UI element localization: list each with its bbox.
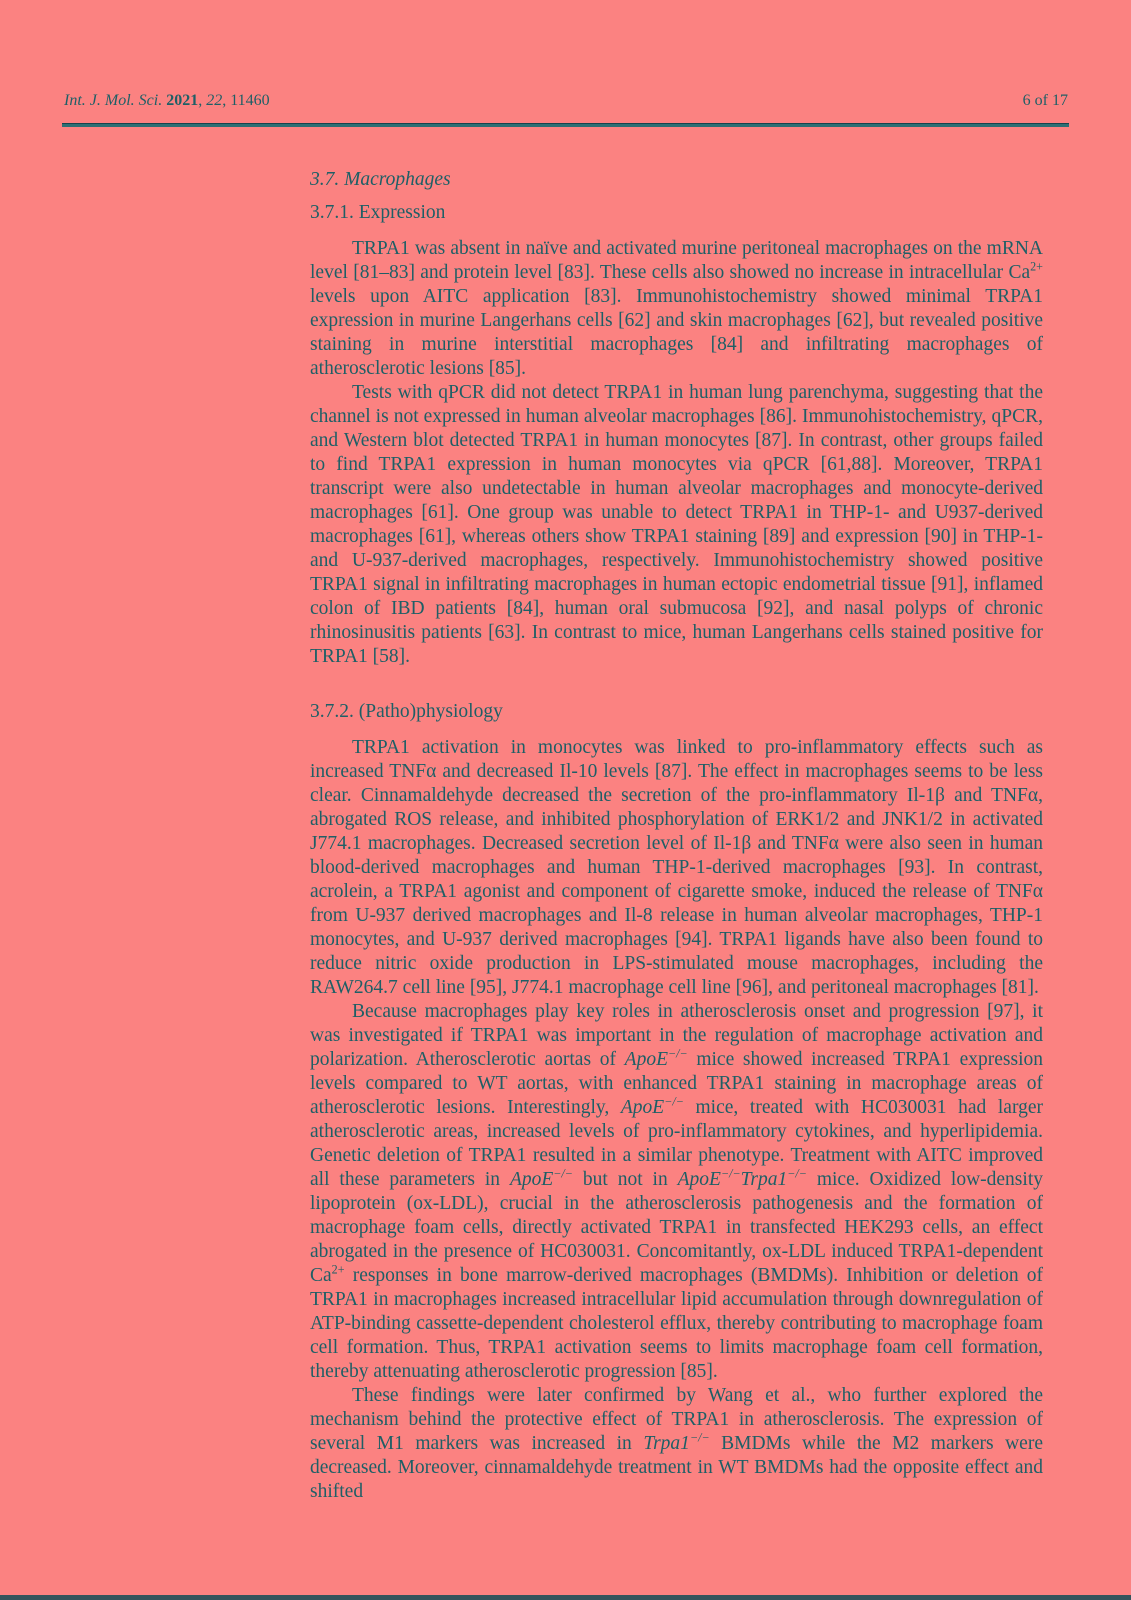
header-rule (62, 123, 1069, 127)
paragraph-pathophysiology-1: TRPA1 activation in monocytes was linked to pro-inflammatory effects such as increased TNFα and decreased Il-10 levels [87]. The effect in macrophages seems to be less clear. Cinnamaldehyde decreased the secretion of the pro-inflammatory Il-1β and TNFα, abrogated ROS release, and inhibited phosphorylation of ERK1/2 and JNK1/2 in activated J774.1 macrophages. Decreased secretion level of Il-1β and TNFα were also seen in human blood-derived macrophages and human THP-1-derived macrophages [93]. In contrast, acrolein, a TRPA1 agonist and component of cigarette smoke, induced the release of TNFα from U-937 derived macrophages and Il-8 release in human alveolar macrophages, THP-1 monocytes, and U-937 derived macrophages [94]. TRPA1 ligands have also been found to reduce nitric oxide production in LPS-stimulated mouse macrophages, including the RAW264.7 cell line [95], J774.1 macrophage cell line [96], and peritoneal macrophages [81]. (310, 737, 1043, 998)
paragraph-pathophysiology-3: These findings were later confirmed by Wang et al., who further explored the mechanism behind the protective effect of TRPA1 in atherosclerosis. The expression of several M1 markers was increased in Trpa1−/− BMDMs while the M2 markers were decreased. Moreover, cinnamaldehyde treatment in WT BMDMs had the opposite effect and shifted (310, 1385, 1043, 1502)
section-heading-3-7-1: 3.7.1. Expression (310, 202, 446, 223)
section-heading-3-7-2: 3.7.2. (Patho)physiology (310, 701, 503, 722)
page-bottom-bar (0, 1595, 1131, 1600)
paragraph-expression-2: Tests with qPCR did not detect TRPA1 in human lung parenchyma, suggesting that the channel is not expressed in human alveolar macrophages [86]. Immunohistochemistry, qPCR, and Western blot detected TRPA1 in human monocytes [87]. In contrast, other groups failed to find TRPA1 expression in human monocytes via qPCR [61,88]. Moreover, TRPA1 transcript were also undetectable in human alveolar macrophages and monocyte-derived macrophages [61]. One group was unable to detect TRPA1 in THP-1- and U937-derived macrophages [61], whereas others show TRPA1 staining [89] and expression [90] in THP-1- and U-937-derived macrophages, respectively. Immunohistochemistry showed positive TRPA1 signal in infiltrating macrophages in human ectopic endometrial tissue [91], inflamed colon of IBD patients [84], human oral submucosa [92], and nasal polyps of chronic rhinosinusitis patients [63]. In contrast to mice, human Langerhans cells stained positive for TRPA1 [58]. (310, 382, 1043, 667)
page-number: 6 of 17 (1022, 92, 1068, 109)
journal-citation: Int. J. Mol. Sci. 2021, 22, 11460 (64, 92, 270, 109)
page-header (64, 92, 1068, 110)
paragraph-expression-1: TRPA1 was absent in naïve and activated murine peritoneal macrophages on the mRNA level [81–83] and protein level [83]. These cells also showed no increase in intracellular $Ca^{2+}$ levels upon AITC application [83]. Immunohistochemistry showed minimal TRPA1 expression in murine Langerhans cells [62] and skin macrophages [62], but revealed positive staining in murine interstitial macrophages [84] and infiltrating macrophages of atherosclerotic lesions [85]. (310, 238, 1043, 379)
article-body (310, 168, 1043, 1504)
paragraph-pathophysiology-2: Because macrophages play key roles in atherosclerosis onset and progression [97], it was investigated if TRPA1 was important in the regulation of macrophage activation and polarization. Atherosclerotic aortas of ApoE−/− mice showed increased TRPA1 expression levels compared to WT aortas, with enhanced TRPA1 staining in macrophage areas of atherosclerotic lesions. Interestingly, ApoE−/− mice, treated with HC030031 had larger atherosclerotic areas, increased levels of pro-inflammatory cytokines, and hyperlipidemia. Genetic deletion of TRPA1 resulted in a similar phenotype. Treatment with AITC improved all these parameters in ApoE−/− but not in ApoE−/−Trpa1−/− mice. Oxidized low-density lipoprotein (ox-LDL), crucial in the atherosclerosis pathogenesis and the formation of macrophage foam cells, directly activated TRPA1 in transfected HEK293 cells, an effect abrogated in the presence of HC030031. Concomitantly, ox-LDL induced TRPA1-dependent $Ca^{2+}$ responses in bone marrow-derived macrophages (BMDMs). Inhibition or deletion of TRPA1 in macrophages increased intracellular lipid accumulation through downregulation of ATP-binding cassette-dependent cholesterol efflux, thereby contributing to macrophage foam cell formation. Thus, TRPA1 activation seems to limits macrophage foam cell formation, thereby attenuating atherosclerotic progression [85]. (310, 1001, 1043, 1382)
section-heading-3-7: 3.7. Macrophages (310, 169, 451, 190)
